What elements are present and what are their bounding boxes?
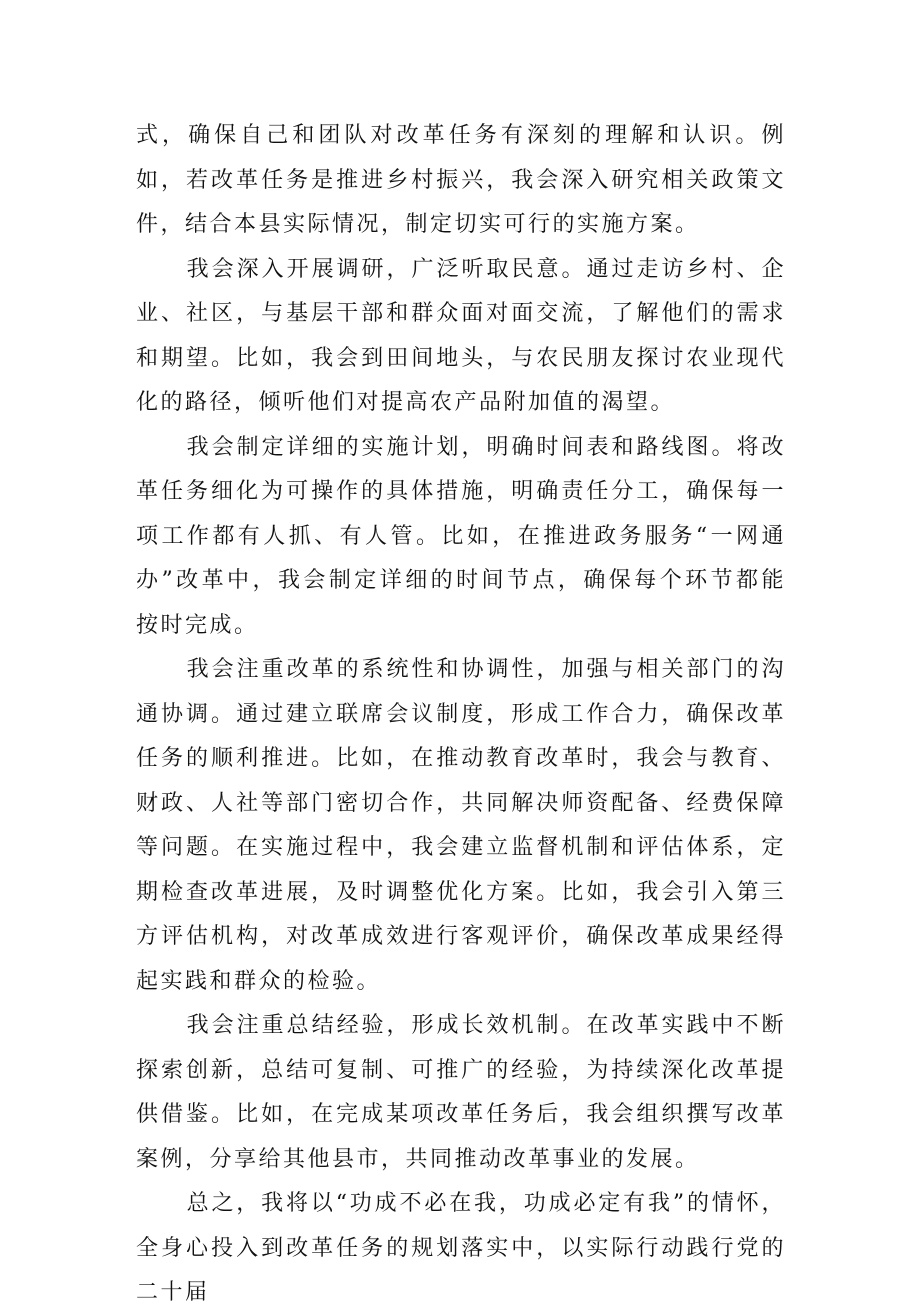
paragraph-4: 我会注重改革的系统性和协调性，加强与相关部门的沟通协调。通过建立联席会议制度，形成工作合力，确保改革任务的顺利推进。比如，在推动教育改革时，我会与教育、财政、人社等部门密切合作，共同解决师资配备、经费保障等问题。在实施过程中，我会建立监督机制和评估体系，定期检查改革进展，及时调整优化方案。比如，我会引入第三方评估机构，对改革成效进行客观评价，确保改革成果经得起实践和群众的检验。 [136,657,786,994]
document-body [136,114,786,1316]
paragraph-2: 我会深入开展调研，广泛听取民意。通过走访乡村、企业、社区，与基层干部和群众面对面交流，了解他们的需求和期望。比如，我会到田间地头，与农民朋友探讨农业现代化的路径，倾听他们对提高农产品附加值的渴望。 [136,256,786,415]
paragraph-5: 我会注重总结经验，形成长效机制。在改革实践中不断探索创新，总结可复制、可推广的经验，为持续深化改革提供借鉴。比如，在完成某项改革任务后，我会组织撰写改革案例，分享给其他县市，共同推动改革事业的发展。 [136,1013,786,1172]
paragraph-1: 式，确保自己和团队对改革任务有深刻的理解和认识。例如，若改革任务是推进乡村振兴，我会深入研究相关政策文件，结合本县实际情况，制定切实可行的实施方案。 [136,123,786,237]
paragraph-3: 我会制定详细的实施计划，明确时间表和路线图。将改革任务细化为可操作的具体措施，明确责任分工，确保每一项工作都有人抓、有人管。比如，在推进政务服务“一网通办”改革中，我会制定详细的时间节点，确保每个环节都能按时完成。 [136,434,786,638]
paragraph-6: 总之，我将以“功成不必在我，功成必定有我”的情怀，全身心投入到改革任务的规划落实中，以实际行动践行党的二十届 [136,1191,786,1305]
